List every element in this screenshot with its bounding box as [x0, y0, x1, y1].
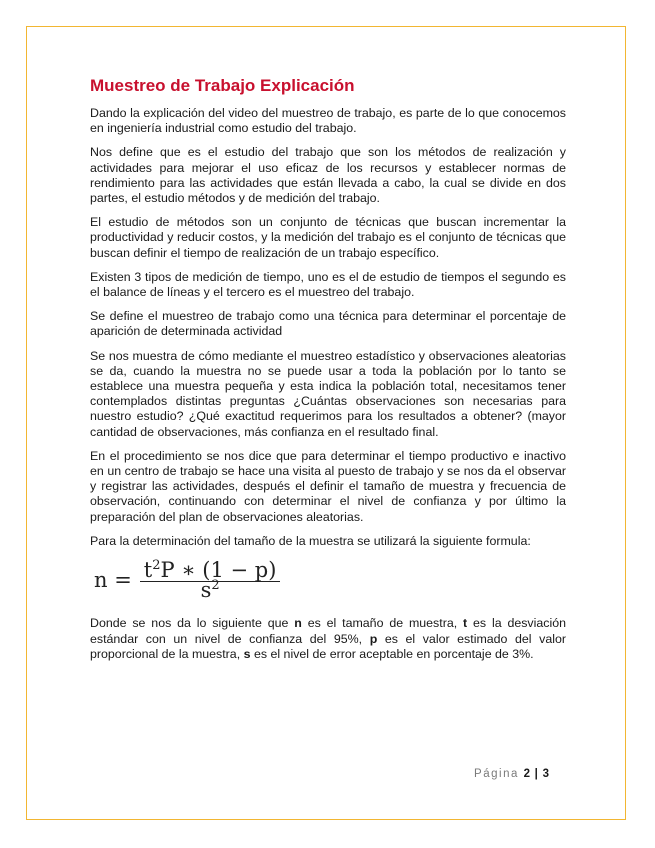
paragraph-8: Para la determinación del tamaño de la muestra se utilizará la siguiente formula:: [90, 533, 531, 548]
paragraph-1: Dando la explicación del video del muestreo de trabajo, es parte de lo que conocemos en ingeniería industrial como estudio del trabajo.: [90, 106, 566, 136]
var-p: p: [369, 631, 378, 646]
paragraph-7: En el procedimiento se nos dice que para determinar el tiempo productivo e inactivo en un centro de trabajo se hace una visita al puesto de trabajo y se nos da el observar y registrar las actividades, después el definir el tamaño de muestra y frecuencia de observación, continuando con determinar el nivel de confianza y por último la preparación del plan de observaciones aleatorias.: [90, 448, 566, 524]
paragraph-2: Nos define que es el estudio del trabajo que son los métodos de realización y actividades para mejorar el uso eficaz de los recursos y establecer normas de rendimiento para las actividades que están llevada a cabo, la cual se divide en dos partes, el estudio métodos y de medición del trabajo.: [90, 145, 566, 206]
formula-fraction: [140, 558, 281, 603]
closing-paragraph: [90, 616, 566, 662]
var-t: t: [463, 616, 468, 631]
document-title: Muestreo de Trabajo Explicación: [90, 76, 355, 95]
closing-text-5: es el nivel de error aceptable en porcentaje de 3%.: [250, 646, 534, 661]
formula-denominator: [200, 578, 220, 603]
var-n: n: [294, 616, 302, 631]
sample-size-formula: [94, 558, 566, 603]
formula-numerator-rest: P ∗ (1 − p): [160, 558, 277, 583]
footer-page-total: 3: [542, 768, 549, 780]
paragraph-6: Se nos muestra de cómo mediante el muestreo estadístico y observaciones aleatorias se da, cuando la muestra no se puede usar a toda la población por lo tanto se establece una muestra pequeña y esta indica la población total, necesitamos tener contemplados distintas preguntas ¿Cuántas observaciones son necesarias para nuestro estudio? ¿Qué exactitud requerimos para los resultados a obtener? (mayor cantidad de observaciones, más confianza en el resultado final.: [90, 348, 566, 439]
closing-text-4: es el valor estimado del valor proporcional de la muestra,: [90, 631, 566, 661]
formula-t-exponent: 2: [152, 558, 161, 574]
footer-page-number: 2: [523, 768, 530, 780]
var-s: s: [243, 646, 251, 661]
paragraph-5: Se define el muestreo de trabajo como una técnica para determinar el porcentaje de aparición de determinada actividad: [90, 309, 566, 339]
formula-lhs: n =: [94, 568, 132, 593]
closing-text-2: es el tamaño de muestra,: [301, 616, 464, 631]
formula-s-exponent: 2: [211, 578, 220, 594]
closing-text-1: Donde se nos da lo siguiente que: [90, 616, 295, 631]
closing-text-3: es la desviación estándar con un nivel de confianza del 95%,: [90, 616, 566, 646]
page-footer: [0, 768, 549, 780]
paragraph-4: Existen 3 tipos de medición de tiempo, uno es el de estudio de tiempos el segundo es el balance de líneas y el tercero es el muestreo del trabajo.: [90, 269, 566, 300]
formula-s: s: [200, 578, 212, 603]
footer-separator: |: [534, 768, 538, 780]
paragraph-3: El estudio de métodos son un conjunto de técnicas que buscan incrementar la productividad y reducir costos, y la medición del trabajo es el conjunto de técnicas que buscan definir el tiempo de realización de un trabajo específico.: [90, 215, 566, 260]
formula-t: t: [143, 558, 153, 583]
document-body: [90, 76, 566, 671]
footer-page-label: Página: [474, 768, 519, 780]
